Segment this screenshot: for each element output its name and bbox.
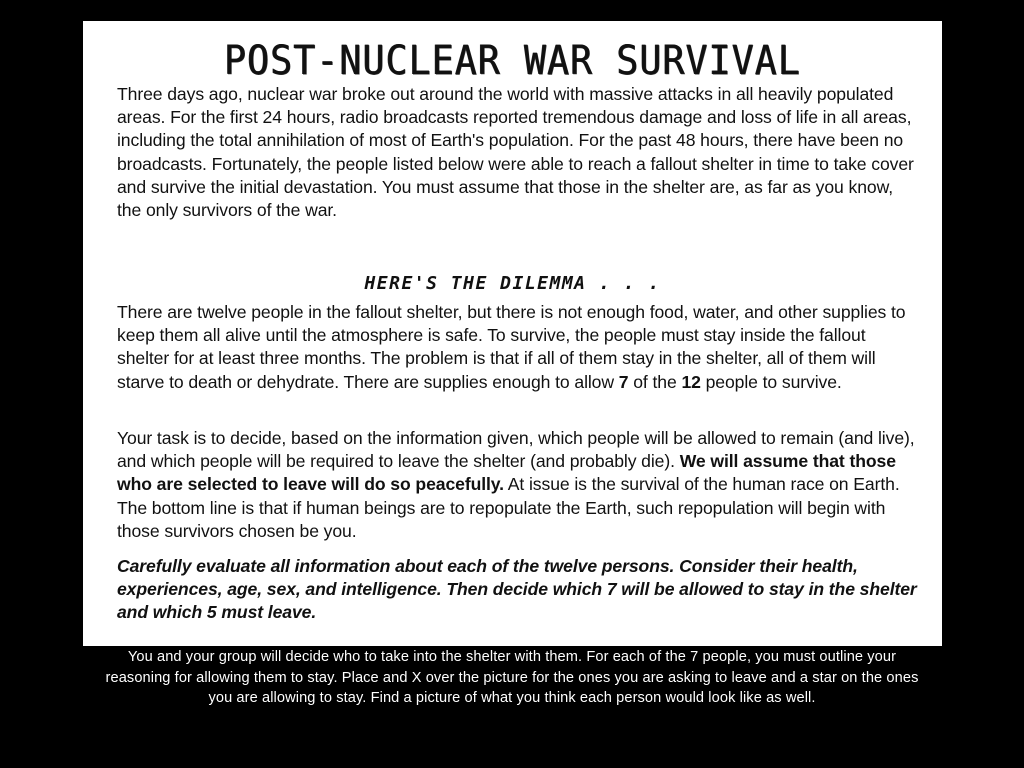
dilemma-paragraph [117,301,917,394]
instructions-paragraph: Carefully evaluate all information about each of the twelve persons. Consider their health, experiences, age, sex, and intelligence. Then decide which 7 will be allowed to stay in the shelter and which 5 must leave. [117,556,917,623]
task-text-1: Your task is to decide, based on the information given, which people will be allowed to remain (and live), and which people will be required to leave the shelter (and probably die). [117,428,915,472]
document-title: POST-NUCLEAR WAR SURVIVAL [224,38,801,84]
dilemma-heading: HERE'S THE DILEMMA . . . [364,273,661,294]
intro-paragraph: Three days ago, nuclear war broke out around the world with massive attacks in all heavily populated areas. For the first 24 hours, radio broadcasts reported tremendous damage and loss of life in all areas, including the total annihilation of most of Earth's population. For the past 48 hours, there have been no broadcasts. Fortunately, the people listed below were able to reach a fallout shelter in time to take cover and survive the initial devastation. You must assume that those in the shelter are, as far as you know, the only survivors of the war. [117,84,914,221]
document-card [83,21,942,646]
dilemma-text-2: of the [628,371,682,392]
task-bold-text: We will assume that those who are selected to leave will do so peacefully. [117,451,896,495]
total-count: 12 [681,371,701,392]
slide-caption: You and your group will decide who to take into the shelter with them. For each of the 7 people, you must outline your reasoning for allowing them to stay. Place and X over the picture for the ones you are asking to leave and a star on the ones you are allowing to stay. Find a picture of what you think each person would look like as well. [105,649,919,706]
survivor-count: 7 [618,371,629,392]
task-paragraph [117,427,917,543]
dilemma-text-1: There are twelve people in the fallout shelter, but there is not enough food, water, and other supplies to keep them all alive until the atmosphere is safe. To survive, the people must stay inside the fallout shelter for at least three months. The problem is that if all of them stay in the shelter, all of them will starve to death or dehydrate. There are supplies enough to allow [117,302,906,392]
task-text-2: At issue is the survival of the human race on Earth. The bottom line is that if human beings are to repopulate the Earth, such repopulation will begin with those survivors chosen be you. [117,474,900,541]
dilemma-text-3: people to survive. [700,371,842,392]
